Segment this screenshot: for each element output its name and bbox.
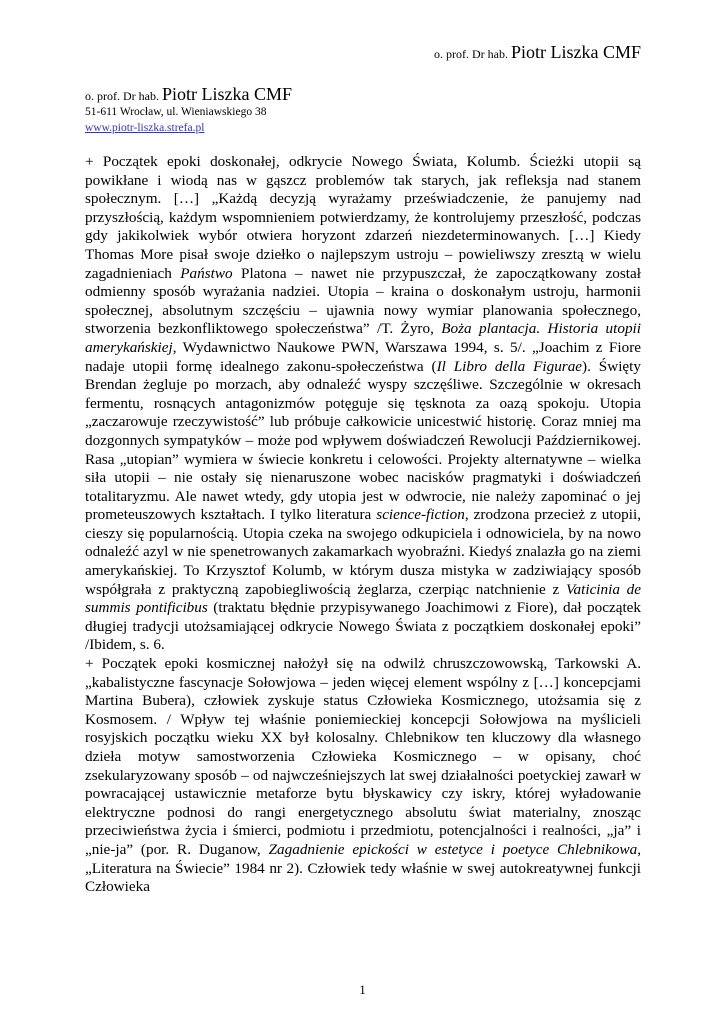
page-header (85, 42, 641, 63)
author-block (85, 84, 292, 135)
text-segment: Platona – nawet nie przypuszczał, że zapoczątkowany został odmienny sposób wyrażania nadziei. Utopia – kraina o doskonałym ustroju, harmonii społecznej, absolutnym szczęściu – ujawnia nowy wymiar planowania społecznego, stworzenia bezkonfliktowego społeczeństwa” /T. Żyro, (85, 264, 641, 338)
italic-text-segment: Zagadnienie epickości w estetyce i poetyce Chlebnikowa (268, 840, 638, 858)
text-segment: (traktatu błędnie przypisywanego Joachimowi z Fiore), dał początek długiej tradycji utożsamiającej odkrycie Nowego Świata z początkiem doskonałej epoki” /Ibidem, s. 6. (85, 599, 642, 654)
author-website (85, 122, 292, 135)
text-segment: , Wydawnictwo Naukowe PWN, Warszawa 1994, s. 5/. „Joachim z Fiore nadaje utopii formę idealnego zakonu-społeczeństwa ( (85, 338, 641, 375)
paragraph (85, 153, 641, 655)
author-title-prefix: o. prof. Dr hab. (85, 89, 162, 103)
text-segment: , „Literatura na Świecie” 1984 nr 2). Człowiek tedy właśnie w swej autokreatywnej funkcji Człowieka (85, 840, 642, 896)
text-segment: , zrodzona przecież z utopii, cieszy się popularnością. Utopia czeka na swojego odkupiciela i odnowiciela, by na nowo odnaleźć azyl w nie spenetrowanych zakamarkach wyobraźni. Kiedyś znalazła go na ziemi amerykańskiej. To Krzysztof Kolumb, w którym dusza mistyka w zadziwiający sposób współgrała z praktyczną zapobiegliwością żeglarza, czerpiąc natchnienie z (85, 506, 641, 598)
italic-text-segment: Państwo (180, 264, 233, 282)
italic-text-segment: Il Libro della Figurae (436, 357, 583, 375)
author-address: 51-611 Wrocław, ul. Wieniawskiego 38 (85, 106, 267, 119)
italic-text-segment: Vaticinia de summis pontificibus (85, 580, 641, 617)
text-segment: + Początek epoki doskonałej, odkrycie Nowego Świata, Kolumb. Ścieżki utopii są powikłane i wiodą nas w gąszcz problemów tak starych, jak refleksja nad stanem społecznym. […] „Każdą decyzją wyrażamy przeświadczenie, że panujemy nad przyszłością, każdym wspomnieniem potwierdzamy, że kontrolujemy przeszłość, podczas gdy jakikolwiek wybór otwiera horyzont zdarzeń niezdeterminowanych. […] Kiedy Thomas More pisał swoje dziełko o najlepszym ustroju – powieliwszy zresztą w wielu zagadnieniach (85, 153, 641, 282)
text-segment: ). Święty Brendan żegluje po morzach, aby odnaleźć wyspy szczęśliwe. Szczególnie w okresach fermentu, rosnących antagonizmów potęguje się tęsknota za oazą spokoju. Utopia „zaczarowuje rzeczywistość” lub próbuje całkowicie unicestwić historię. Coraz mniej ma dozgonnych sympatyków – może pod wpływem doświadczeń Rewolucji Październikowej. Rasa „utopian” wymiera w świecie konkretu i celowości. Projekty alternatywne – wielka siła utopii – nie ostały się nienaruszone wobec nacisków pragmatyki i doświadczeń totalitaryzmu. Ale nawet wtedy, gdy utopia jest w odwrocie, nie należy zapominać o jej prometeuszowych kształtach. I tylko literatura (85, 357, 641, 524)
italic-text-segment: science-fiction (376, 506, 465, 524)
italic-text-segment: Boża plantacja. Historia utopii amerykańskiej (85, 320, 641, 356)
paragraph (85, 655, 641, 897)
author-website-link[interactable]: www.piotr-liszka.strefa.pl (85, 121, 205, 134)
page-number: 1 (359, 982, 366, 997)
author-name: Piotr Liszka CMF (161, 84, 292, 104)
header-author-name: Piotr Liszka CMF (510, 42, 641, 62)
author-name-line (85, 84, 292, 105)
document-body (85, 153, 641, 897)
text-segment: + Początek epoki kosmicznej nałożył się na odwilż chruszczowowską, Tarkowski A. „kabalistyczne fascynacje Sołowjowa – jeden więcej element wspólny z […] koncepcjami Martina Bubera), człowiek zyskuje status Człowieka Kosmicznego, utożsamia się z Kosmosem. / Wpływ tej właśnie poniemieckiej koncepcji Sołowjowa na myślicieli rosyjskich początku wieku XX był kolosalny. Chlebnikow ten kluczowy dla własnego dzieła motyw samostworzenia Człowieka Kosmicznego – w opisany, choć zsekularyzowany sposób – od najwcześniejszych lat swej działalności poetyckiej zawarł w powracającej ustawicznie metaforze bytu błyskawicy czy iskry, której wyładowanie elektryczne podnosi do rangi energetycznego absolutu świat materialny, znosząc przeciwieństwa życia i śmierci, podmiotu i przedmiotu, potencjalności i realności, „ja” i „nie-ja” (por. R. Duganow, (85, 655, 641, 858)
header-title-prefix: o. prof. Dr hab. (434, 47, 511, 61)
